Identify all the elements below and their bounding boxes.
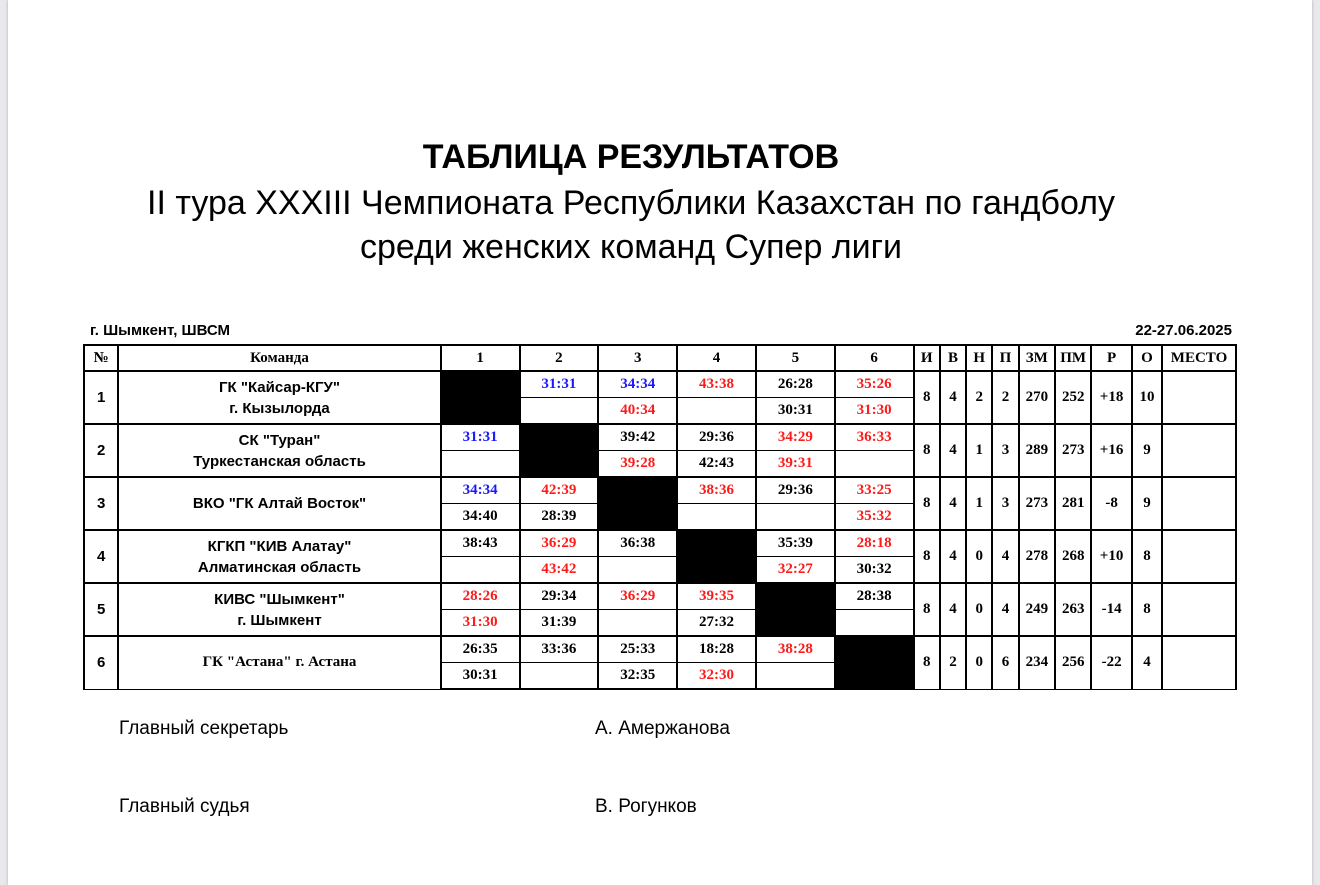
score-cell: 43:38 bbox=[677, 371, 756, 398]
location-label: г. Шымкент, ШВСМ bbox=[90, 322, 230, 339]
header-opponent-4: 4 bbox=[677, 345, 756, 371]
stat-played: 8 bbox=[914, 424, 940, 477]
score-cell: 30:32 bbox=[835, 557, 914, 584]
score-cell: 39:42 bbox=[598, 424, 677, 451]
score-cell bbox=[441, 557, 520, 584]
stat-conceded: 268 bbox=[1055, 530, 1091, 583]
team-row-3-top bbox=[84, 477, 1236, 504]
score-cell: 26:28 bbox=[756, 371, 835, 398]
stat-played: 8 bbox=[914, 583, 940, 636]
team-name: КИВС "Шымкент" bbox=[214, 590, 345, 608]
team-row-1-top bbox=[84, 371, 1236, 398]
score-cell: 35:26 bbox=[835, 371, 914, 398]
header-num: № bbox=[84, 345, 118, 371]
score-cell: 31:30 bbox=[441, 610, 520, 637]
page-title: ТАБЛИЦА РЕЗУЛЬТАТОВ bbox=[422, 138, 840, 176]
team-row-4-top bbox=[84, 530, 1236, 557]
score-cell: 31:31 bbox=[520, 371, 599, 398]
stat-losses: 4 bbox=[992, 583, 1018, 636]
team-name: КГКП "КИВ Алатау" bbox=[207, 537, 352, 555]
header-opponent-2: 2 bbox=[520, 345, 599, 371]
score-cell: 32:30 bbox=[677, 663, 756, 690]
stat-diff: -14 bbox=[1091, 583, 1131, 636]
stat-wins: 4 bbox=[940, 371, 966, 424]
judge-name: В. Рогунков bbox=[595, 796, 697, 817]
score-cell bbox=[677, 398, 756, 425]
stat-losses: 3 bbox=[992, 477, 1018, 530]
stat-wins: 4 bbox=[940, 530, 966, 583]
header-wins: В bbox=[940, 345, 966, 371]
stat-wins: 4 bbox=[940, 477, 966, 530]
stat-diff: +10 bbox=[1091, 530, 1131, 583]
stat-conceded: 273 bbox=[1055, 424, 1091, 477]
stat-place bbox=[1162, 371, 1236, 424]
score-cell bbox=[598, 610, 677, 637]
score-cell: 31:30 bbox=[835, 398, 914, 425]
score-cell: 39:35 bbox=[677, 583, 756, 610]
stat-place bbox=[1162, 477, 1236, 530]
score-cell: 29:34 bbox=[520, 583, 599, 610]
team-city: Алматинская область bbox=[197, 558, 362, 576]
team-city: г. Кызылорда bbox=[229, 399, 330, 417]
team-number: 6 bbox=[84, 636, 118, 689]
stat-conceded: 263 bbox=[1055, 583, 1091, 636]
stat-scored: 273 bbox=[1019, 477, 1055, 530]
score-cell: 42:39 bbox=[520, 477, 599, 504]
team-number: 4 bbox=[84, 530, 118, 583]
stat-losses: 4 bbox=[992, 530, 1018, 583]
team-name-cell bbox=[118, 424, 440, 477]
score-cell: 32:35 bbox=[598, 663, 677, 690]
self-match-cell bbox=[520, 424, 599, 477]
score-cell: 32:27 bbox=[756, 557, 835, 584]
team-name-cell bbox=[118, 636, 440, 689]
score-cell: 28:18 bbox=[835, 530, 914, 557]
stat-draws: 0 bbox=[966, 636, 992, 689]
team-row-2-top bbox=[84, 424, 1236, 451]
score-cell: 29:36 bbox=[677, 424, 756, 451]
score-cell bbox=[677, 504, 756, 531]
stat-points: 8 bbox=[1132, 583, 1162, 636]
judge-label: Главный судья bbox=[119, 796, 250, 817]
header-scored: ЗМ bbox=[1019, 345, 1055, 371]
score-cell bbox=[756, 663, 835, 690]
stat-place bbox=[1162, 530, 1236, 583]
self-match-cell bbox=[835, 636, 914, 689]
score-cell: 39:28 bbox=[598, 451, 677, 478]
header-played: И bbox=[914, 345, 940, 371]
stat-wins: 4 bbox=[940, 424, 966, 477]
score-cell: 35:32 bbox=[835, 504, 914, 531]
score-cell: 33:25 bbox=[835, 477, 914, 504]
score-cell: 36:33 bbox=[835, 424, 914, 451]
stat-conceded: 256 bbox=[1055, 636, 1091, 689]
document-page bbox=[8, 0, 1312, 885]
score-cell bbox=[756, 504, 835, 531]
stat-points: 8 bbox=[1132, 530, 1162, 583]
score-cell bbox=[520, 663, 599, 690]
score-cell: 28:39 bbox=[520, 504, 599, 531]
dates-label: 22-27.06.2025 bbox=[1135, 322, 1232, 339]
stat-diff: +16 bbox=[1091, 424, 1131, 477]
score-cell: 27:32 bbox=[677, 610, 756, 637]
team-city: г. Шымкент bbox=[237, 611, 322, 629]
self-match-cell bbox=[598, 477, 677, 530]
page-subtitle-line-1: II тура XXXIII Чемпионата Республики Казахстан по гандболу bbox=[147, 184, 1115, 222]
score-cell: 33:36 bbox=[520, 636, 599, 663]
stat-draws: 0 bbox=[966, 583, 992, 636]
score-cell: 43:42 bbox=[520, 557, 599, 584]
score-cell: 38:36 bbox=[677, 477, 756, 504]
stat-scored: 249 bbox=[1019, 583, 1055, 636]
self-match-cell bbox=[441, 371, 520, 424]
stat-losses: 2 bbox=[992, 371, 1018, 424]
team-row-6-top bbox=[84, 636, 1236, 663]
score-cell: 34:40 bbox=[441, 504, 520, 531]
stat-played: 8 bbox=[914, 371, 940, 424]
stat-points: 4 bbox=[1132, 636, 1162, 689]
team-name: ГК "Кайсар-КГУ" bbox=[219, 378, 340, 396]
score-cell: 30:31 bbox=[441, 663, 520, 690]
header-diff: Р bbox=[1091, 345, 1131, 371]
header-place: МЕСТО bbox=[1162, 345, 1236, 371]
results-table bbox=[83, 344, 1237, 690]
score-cell: 42:43 bbox=[677, 451, 756, 478]
stat-conceded: 252 bbox=[1055, 371, 1091, 424]
score-cell: 28:38 bbox=[835, 583, 914, 610]
score-cell: 34:29 bbox=[756, 424, 835, 451]
secretary-name: А. Амержанова bbox=[595, 718, 730, 739]
score-cell: 30:31 bbox=[756, 398, 835, 425]
stat-conceded: 281 bbox=[1055, 477, 1091, 530]
stat-scored: 278 bbox=[1019, 530, 1055, 583]
stat-scored: 234 bbox=[1019, 636, 1055, 689]
score-cell: 34:34 bbox=[598, 371, 677, 398]
stat-diff: -8 bbox=[1091, 477, 1131, 530]
stat-diff: +18 bbox=[1091, 371, 1131, 424]
score-cell: 34:34 bbox=[441, 477, 520, 504]
header-conceded: ПМ bbox=[1055, 345, 1091, 371]
score-cell bbox=[441, 451, 520, 478]
header-opponent-3: 3 bbox=[598, 345, 677, 371]
page-subtitle-line-2: среди женских команд Супер лиги bbox=[359, 228, 903, 266]
score-cell: 31:39 bbox=[520, 610, 599, 637]
header-opponent-6: 6 bbox=[835, 345, 914, 371]
header-draws: Н bbox=[966, 345, 992, 371]
stat-draws: 1 bbox=[966, 424, 992, 477]
score-cell: 31:31 bbox=[441, 424, 520, 451]
score-cell: 38:43 bbox=[441, 530, 520, 557]
stat-wins: 4 bbox=[940, 583, 966, 636]
stat-points: 9 bbox=[1132, 477, 1162, 530]
stat-place bbox=[1162, 583, 1236, 636]
table-header-row bbox=[84, 345, 1236, 371]
team-number: 2 bbox=[84, 424, 118, 477]
stat-wins: 2 bbox=[940, 636, 966, 689]
header-opponent-5: 5 bbox=[756, 345, 835, 371]
stat-draws: 0 bbox=[966, 530, 992, 583]
score-cell: 36:38 bbox=[598, 530, 677, 557]
score-cell bbox=[520, 398, 599, 425]
team-city: Туркестанская область bbox=[193, 452, 366, 470]
header-opponent-1: 1 bbox=[441, 345, 520, 371]
score-cell: 38:28 bbox=[756, 636, 835, 663]
stat-diff: -22 bbox=[1091, 636, 1131, 689]
team-name: ГК "Астана" г. Астана bbox=[202, 654, 357, 671]
stat-points: 10 bbox=[1132, 371, 1162, 424]
score-cell bbox=[835, 610, 914, 637]
stat-losses: 6 bbox=[992, 636, 1018, 689]
score-cell: 26:35 bbox=[441, 636, 520, 663]
score-cell: 35:39 bbox=[756, 530, 835, 557]
score-cell: 36:29 bbox=[598, 583, 677, 610]
stat-place bbox=[1162, 424, 1236, 477]
stat-played: 8 bbox=[914, 530, 940, 583]
team-name-cell bbox=[118, 371, 440, 424]
stat-played: 8 bbox=[914, 636, 940, 689]
stat-played: 8 bbox=[914, 477, 940, 530]
stat-losses: 3 bbox=[992, 424, 1018, 477]
stat-draws: 2 bbox=[966, 371, 992, 424]
score-cell: 18:28 bbox=[677, 636, 756, 663]
score-cell: 40:34 bbox=[598, 398, 677, 425]
self-match-cell bbox=[756, 583, 835, 636]
score-cell bbox=[598, 557, 677, 584]
score-cell: 36:29 bbox=[520, 530, 599, 557]
header-team: Команда bbox=[118, 345, 440, 371]
team-number: 5 bbox=[84, 583, 118, 636]
score-cell: 25:33 bbox=[598, 636, 677, 663]
team-name: СК "Туран" bbox=[238, 431, 321, 449]
results-body bbox=[84, 371, 1236, 689]
team-name: ВКО "ГК Алтай Восток" bbox=[192, 495, 367, 512]
stat-points: 9 bbox=[1132, 424, 1162, 477]
team-number: 1 bbox=[84, 371, 118, 424]
stat-scored: 270 bbox=[1019, 371, 1055, 424]
stat-place bbox=[1162, 636, 1236, 689]
team-name-cell bbox=[118, 530, 440, 583]
score-cell: 28:26 bbox=[441, 583, 520, 610]
score-cell: 39:31 bbox=[756, 451, 835, 478]
score-cell: 29:36 bbox=[756, 477, 835, 504]
self-match-cell bbox=[677, 530, 756, 583]
header-points: О bbox=[1132, 345, 1162, 371]
stat-draws: 1 bbox=[966, 477, 992, 530]
score-cell bbox=[835, 451, 914, 478]
team-name-cell bbox=[118, 477, 440, 530]
header-losses: П bbox=[992, 345, 1018, 371]
team-name-cell bbox=[118, 583, 440, 636]
secretary-label: Главный секретарь bbox=[119, 718, 289, 739]
team-row-5-top bbox=[84, 583, 1236, 610]
stat-scored: 289 bbox=[1019, 424, 1055, 477]
team-number: 3 bbox=[84, 477, 118, 530]
